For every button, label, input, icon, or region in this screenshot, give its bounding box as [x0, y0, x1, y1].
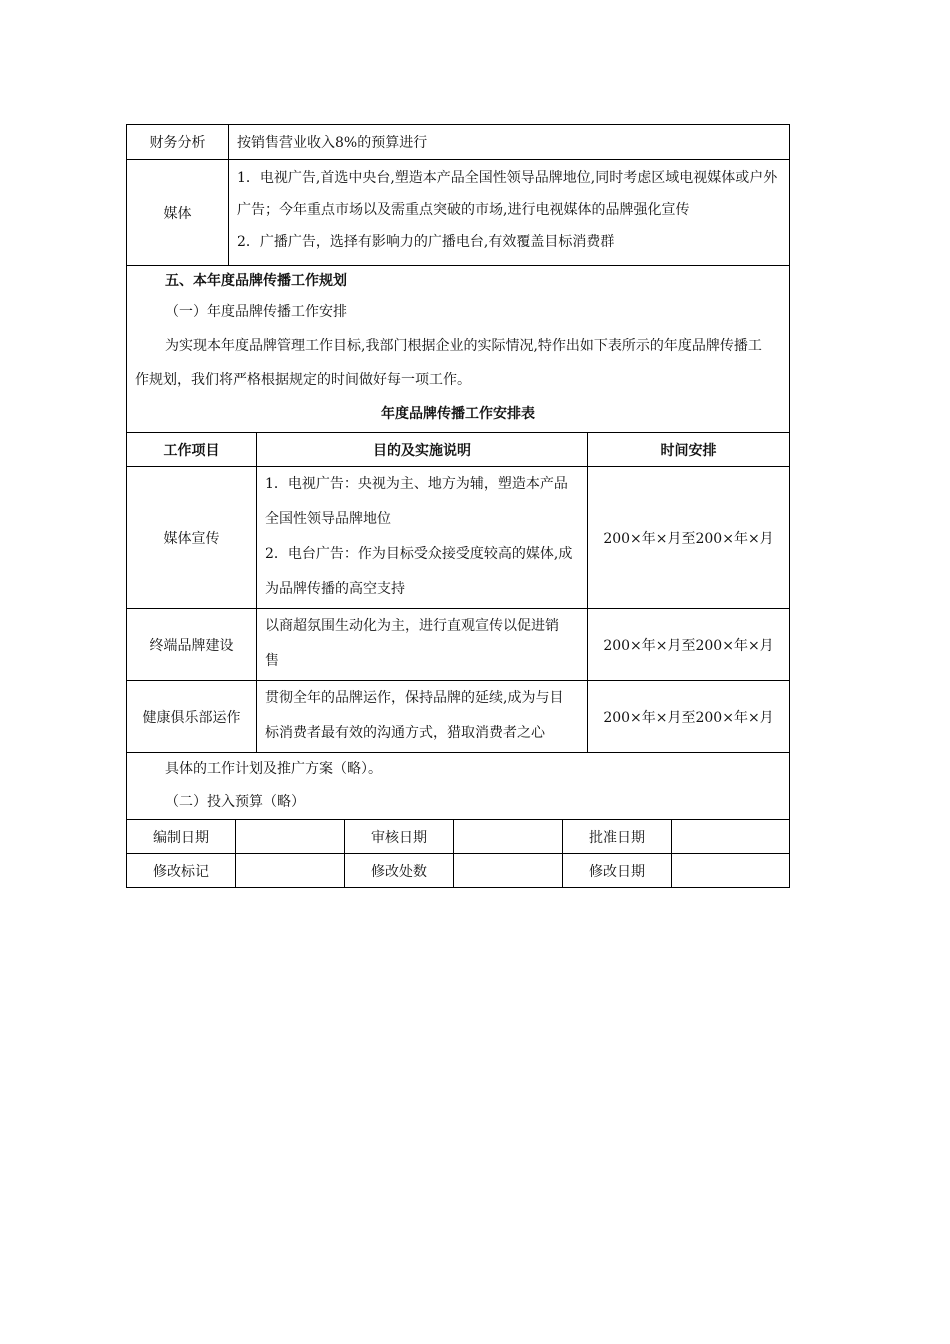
compile-date-label: 编制日期	[127, 820, 236, 853]
media-line: 2．广播广告，选择有影响力的广播电台,有效覆盖目标消费群	[237, 234, 615, 250]
row-desc	[257, 467, 588, 608]
desc-line: 标消费者最有效的沟通方式，猎取消费者之心	[265, 725, 545, 741]
table-row	[127, 609, 789, 681]
desc-line: 售	[265, 653, 279, 669]
compile-date-value	[236, 820, 345, 853]
revision-count-label: 修改处数	[345, 854, 454, 887]
section-heading: 五、本年度品牌传播工作规划	[165, 273, 347, 289]
revision-count-value	[454, 854, 563, 887]
document-table	[126, 124, 790, 888]
revision-date-label: 修改日期	[563, 854, 672, 887]
revision-date-value	[672, 854, 789, 887]
finance-row	[127, 125, 789, 160]
header-time: 时间安排	[660, 442, 717, 459]
budget-note: （二）投入预算（略）	[165, 794, 305, 810]
plan-note: 具体的工作计划及推广方案（略）。	[165, 761, 382, 777]
desc-line: 全国性领导品牌地位	[265, 511, 391, 527]
section-block	[127, 266, 789, 433]
media-text	[229, 160, 789, 265]
revision-mark-value	[236, 854, 345, 887]
desc-line: 贯彻全年的品牌运作，保持品牌的延续,成为与目	[265, 690, 564, 706]
header-item: 工作项目	[127, 433, 257, 466]
media-label: 媒体	[127, 160, 229, 265]
approve-date-label: 批准日期	[563, 820, 672, 853]
finance-label: 财务分析	[127, 125, 229, 159]
row-desc	[257, 681, 588, 752]
notes-block	[127, 753, 789, 820]
row-time: 200×年×月至200×年×月	[603, 709, 774, 726]
plan-table-header	[127, 433, 789, 467]
row-item: 媒体宣传	[127, 467, 257, 608]
desc-line: 以商超氛围生动化为主，进行直观宣传以促进销	[265, 618, 559, 634]
table-row	[127, 467, 789, 609]
desc-line: 1．电视广告：央视为主、地方为辅，塑造本产品	[265, 476, 568, 492]
desc-line: 2．电台广告：作为目标受众接受度较高的媒体,成	[265, 546, 573, 562]
row-time: 200×年×月至200×年×月	[603, 530, 774, 547]
row-time: 200×年×月至200×年×月	[603, 637, 774, 654]
header-desc: 目的及实施说明	[257, 433, 588, 466]
finance-text: 按销售营业收入8%的预算进行	[237, 135, 428, 151]
review-date-value	[454, 820, 563, 853]
review-date-label: 审核日期	[345, 820, 454, 853]
media-line: 1．电视广告,首选中央台,塑造本产品全国性领导品牌地位,同时考虑区域电视媒体或户外	[237, 170, 778, 186]
approval-row	[127, 820, 789, 854]
approve-date-value	[672, 820, 789, 853]
revision-mark-label: 修改标记	[127, 854, 236, 887]
paragraph-line: 作规划，我们将严格根据规定的时间做好每一项工作。	[135, 372, 471, 388]
media-line: 广告；今年重点市场以及需重点突破的市场,进行电视媒体的品牌强化宣传	[237, 202, 690, 218]
subsection-title: （一）年度品牌传播工作安排	[165, 304, 347, 320]
paragraph-line: 为实现本年度品牌管理工作目标,我部门根据企业的实际情况,特作出如下表所示的年度品牌传播工	[165, 338, 762, 354]
row-item: 终端品牌建设	[127, 609, 257, 680]
table-row	[127, 681, 789, 753]
media-row	[127, 160, 789, 266]
row-item: 健康俱乐部运作	[127, 681, 257, 752]
revision-row	[127, 854, 789, 887]
table-title: 年度品牌传播工作安排表	[381, 406, 535, 422]
desc-line: 为品牌传播的高空支持	[265, 581, 405, 597]
row-desc	[257, 609, 588, 680]
